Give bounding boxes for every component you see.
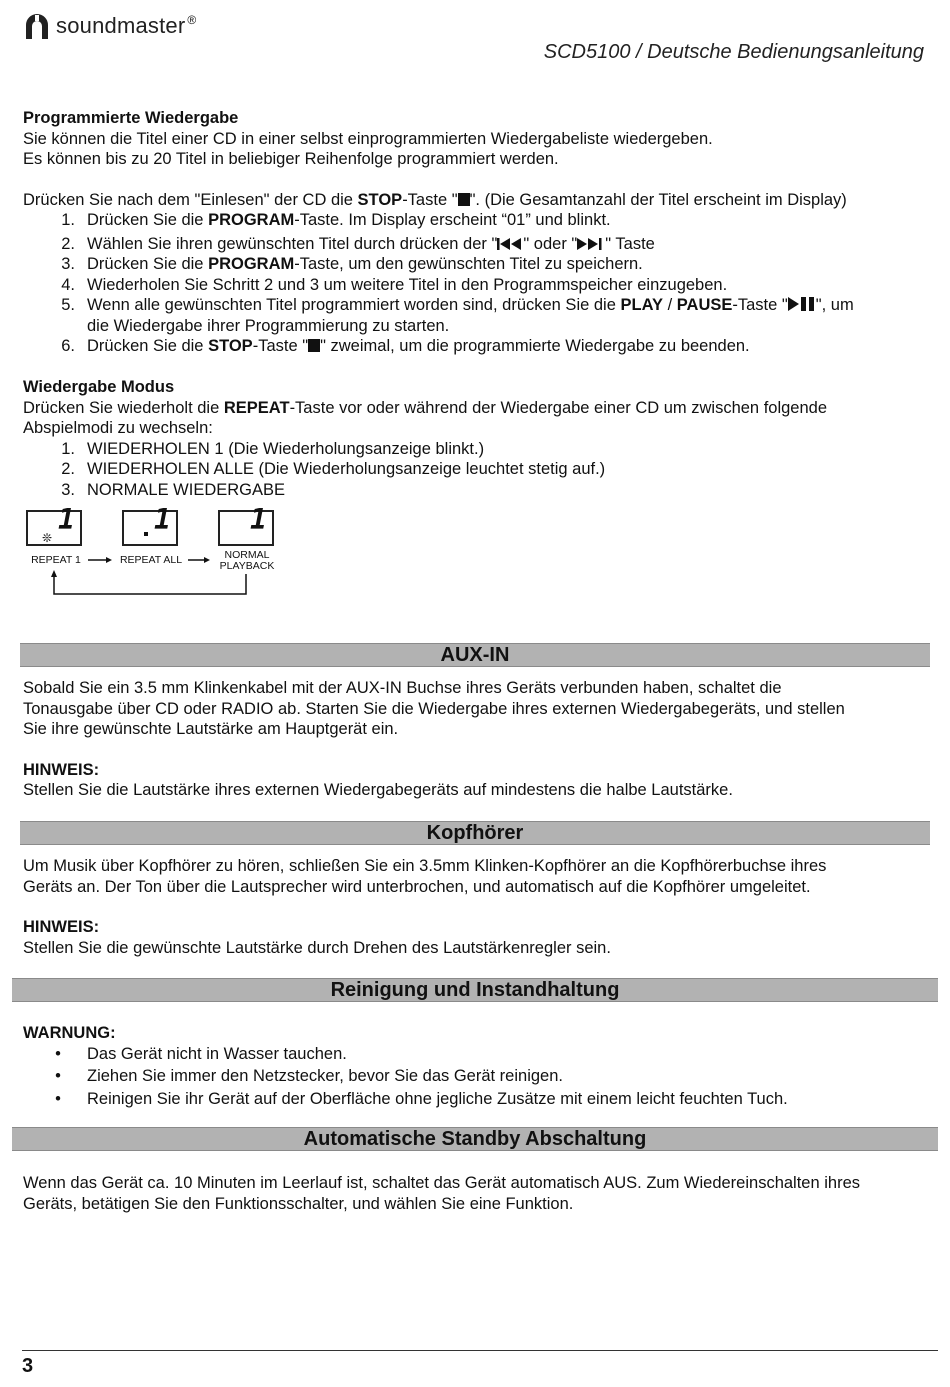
program-steps: [23, 210, 928, 357]
list-item: 2. WIEDERHOLEN ALLE (Die Wiederholungsanzeige leuchtet stetig auf.): [61, 460, 606, 478]
note-heading: HINWEIS:: [23, 918, 100, 936]
list-item: 5. Wenn alle gewünschten Titel programmiert worden sind, drücken Sie die PLAY / PAUSE-Taste " ", um die Wiedergabe ihrer Programmierung zu starten.: [61, 296, 854, 335]
cleaning-bullets: [23, 1044, 928, 1110]
cleaning-section: [23, 1023, 928, 1109]
mode-cycle-arrows-icon: [22, 508, 292, 600]
display-normal: 1: [218, 510, 274, 546]
paragraph: Abspielmodi zu wechseln:: [23, 419, 213, 437]
stop-icon: [308, 339, 320, 352]
section-heading: Programmierte Wiedergabe: [23, 109, 239, 127]
brand-logo: [22, 8, 196, 44]
list-item: 4. Wiederholen Sie Schritt 2 und 3 um weitere Titel in den Programmspeicher einzugeben.: [61, 275, 728, 294]
paragraph: Geräts an. Der Ton über die Lautsprecher wird unterbrochen, und automatisch auf die Kopfhörer umgeleitet.: [23, 877, 811, 896]
paragraph: Es können bis zu 20 Titel in beliebiger Reihenfolge programmiert werden.: [23, 150, 559, 168]
play-pause-icon: [788, 297, 816, 311]
aux-in-section: [23, 678, 928, 801]
stop-icon: [458, 193, 470, 206]
paragraph: Stellen Sie die gewünschte Lautstärke durch Drehen des Lautstärkenregler sein.: [23, 938, 611, 957]
repeat-mode-diagram: [22, 503, 292, 600]
list-item: • Reinigen Sie ihr Gerät auf der Oberfläche ohne jegliche Zusätze mit einem leicht feuchten Tuch.: [55, 1089, 788, 1108]
mode-list: [23, 439, 928, 501]
soundmaster-logo-icon: [22, 11, 52, 41]
paragraph: Sobald Sie ein 3.5 mm Klinkenkabel mit der AUX-IN Buchse ihres Geräts verbunden haben, schaltet die: [23, 679, 782, 697]
paragraph: Um Musik über Kopfhörer zu hören, schließen Sie ein 3.5mm Klinken-Kopfhörer an die Kopfhörerbuchse ihres: [23, 857, 827, 875]
paragraph: Wenn das Gerät ca. 10 Minuten im Leerlauf ist, schaltet das Gerät automatisch AUS. Zum Wiedereinschalten ihres: [23, 1174, 861, 1192]
repeat-all-label: REPEAT ALL: [119, 554, 183, 566]
registered-mark: ®: [187, 12, 197, 27]
paragraph: Tonausgabe über CD oder RADIO ab. Starten Sie die Wiedergabe ihres externen Wiedergabegeräts, und stellen: [23, 699, 845, 718]
previous-track-icon: [497, 238, 523, 250]
list-item: 2. Wählen Sie ihren gewünschten Titel durch drücken der " " oder " " Taste: [61, 234, 655, 253]
programmed-playback-section: [23, 108, 928, 357]
repeat-indicator-icon: ❊: [42, 531, 53, 545]
list-item: • Ziehen Sie immer den Netzstecker, bevor Sie das Gerät reinigen.: [55, 1067, 563, 1085]
playback-mode-section: [23, 377, 928, 500]
list-item: 1. Drücken Sie die PROGRAM-Taste. Im Display erscheint “01” und blinkt.: [61, 211, 611, 229]
aux-in-title: AUX-IN: [20, 643, 930, 667]
list-item: 1. WIEDERHOLEN 1 (Die Wiederholungsanzeige blinkt.): [61, 439, 485, 458]
paragraph: Sie können die Titel einer CD in einer selbst einprogrammierten Wiedergabeliste wiedergeben.: [23, 129, 713, 148]
display-repeat-1: ❊ 1: [26, 510, 82, 546]
document-title: SCD5100 / Deutsche Bedienungsanleitung: [543, 41, 924, 63]
paragraph: Drücken Sie wiederholt die REPEAT-Taste vor oder während der Wiedergabe einer CD um zwischen folgende: [23, 398, 828, 417]
paragraph: Geräts, betätigen Sie den Funktionsschalter, und wählen Sie eine Funktion.: [23, 1194, 574, 1213]
note-heading: HINWEIS:: [23, 760, 100, 779]
next-track-icon: [577, 238, 605, 250]
section-heading: Wiedergabe Modus: [23, 378, 175, 396]
paragraph: Sie ihre gewünschte Lautstärke am Hauptgerät ein.: [23, 720, 399, 738]
stop-instruction: Drücken Sie nach dem "Einlesen" der CD die STOP-Taste " ". (Die Gesamtanzahl der Titel erscheint im Display): [23, 190, 847, 209]
cleaning-title: Reinigung und Instandhaltung: [12, 978, 938, 1002]
list-item: 6. Drücken Sie die STOP-Taste " " zweimal, um die programmierte Wiedergabe zu beenden.: [61, 337, 750, 355]
list-item: • Das Gerät nicht in Wasser tauchen.: [55, 1044, 347, 1063]
list-item: 3. Drücken Sie die PROGRAM-Taste, um den gewünschten Titel zu speichern.: [61, 255, 643, 273]
headphones-section: [23, 856, 928, 958]
footer-divider: [22, 1350, 938, 1351]
brand-name: soundmaster: [56, 12, 186, 38]
list-item: 3. NORMALE WIEDERGABE: [61, 480, 286, 499]
standby-section: [23, 1173, 928, 1214]
paragraph: Stellen Sie die Lautstärke ihres externen Wiedergabegeräts auf mindestens die halbe Lautstärke.: [23, 781, 733, 799]
warning-heading: WARNUNG:: [23, 1024, 116, 1042]
normal-playback-label: NORMAL PLAYBACK: [219, 549, 275, 572]
display-repeat-all: 1: [122, 510, 178, 546]
headphones-title: Kopfhörer: [20, 821, 930, 845]
page-number: 3: [22, 1355, 34, 1377]
repeat-1-label: REPEAT 1: [31, 554, 81, 566]
standby-title: Automatische Standby Abschaltung: [12, 1127, 938, 1151]
